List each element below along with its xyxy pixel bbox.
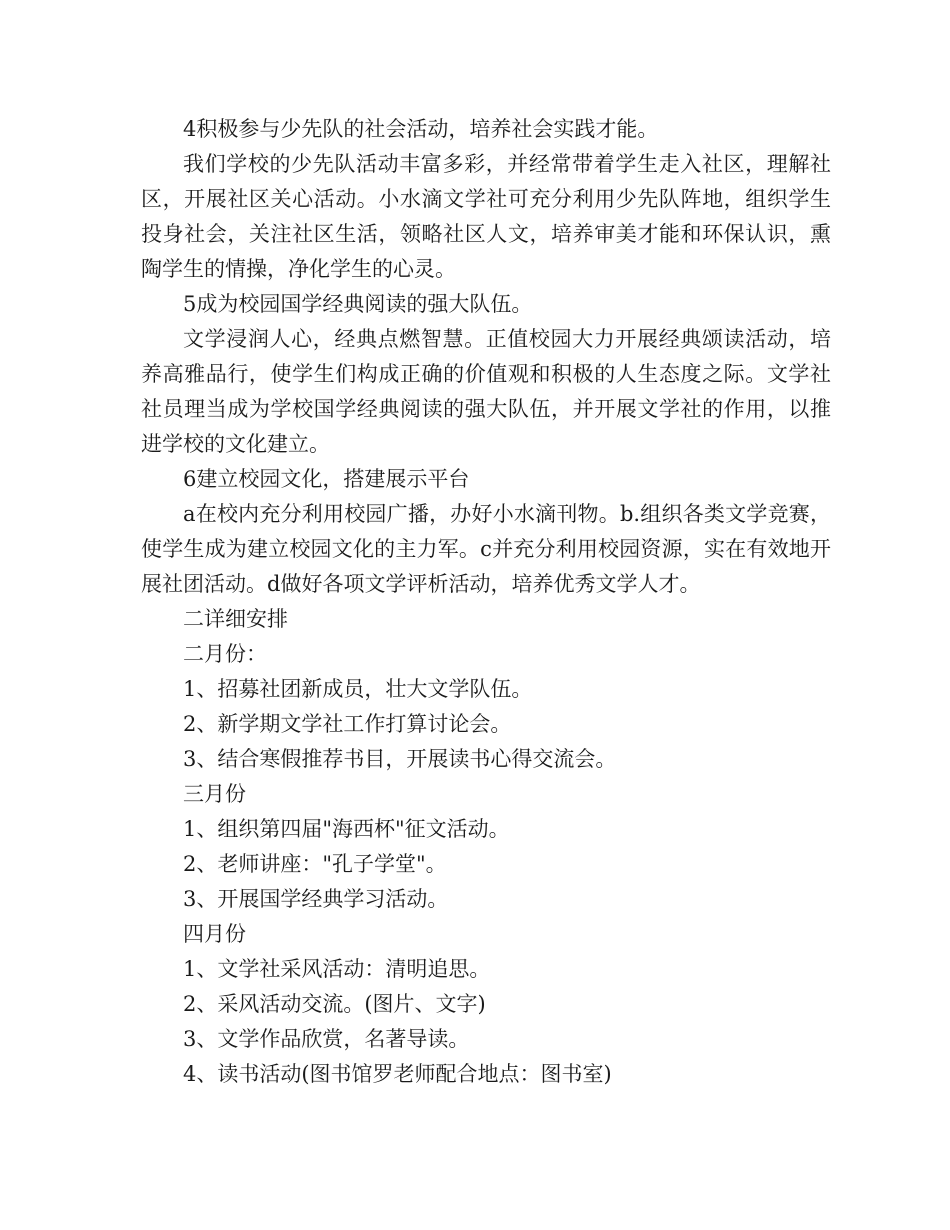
- list-item: 2、采风活动交流。(图片、文字): [183, 992, 486, 1016]
- body-paragraph: 我们学校的少先队活动丰富多彩，并经常带着学生走入社区，理解社区，开展社区关心活动。小水滴文学社可充分利用少先队阵地，组织学生投身社会，关注社区生活，领略社区人文，培养审美才能和环保认识，熏陶学生的情操，净化学生的心灵。: [141, 152, 831, 281]
- list-item: 1、文学社采风活动：清明追思。: [183, 957, 491, 981]
- heading-item-4: 4积极参与少先队的社会活动，培养社会实践才能。: [183, 117, 659, 141]
- body-paragraph: a在校内充分利用校园广播，办好小水滴刊物。b.组织各类文学竞赛，使学生成为建立校园文化的主力军。c并充分利用校园资源，实在有效地开展社团活动。d做好各项文学评析活动，培养优秀文学人才。: [141, 502, 831, 596]
- list-item: 4、读书活动(图书馆罗老师配合地点：图书室): [183, 1062, 612, 1086]
- heading-item-5: 5成为校园国学经典阅读的强大队伍。: [183, 292, 533, 316]
- document-body: [141, 112, 831, 1092]
- month-heading: 二月份：: [183, 642, 267, 666]
- list-item: 2、新学期文学社工作打算讨论会。: [183, 712, 512, 736]
- list-item: 1、招募社团新成员，壮大文学队伍。: [183, 677, 533, 701]
- list-item: 3、文学作品欣赏，名著导读。: [183, 1027, 470, 1051]
- list-item: 2、老师讲座："孔子学堂"。: [183, 852, 447, 876]
- month-heading: 三月份: [183, 782, 246, 806]
- list-item: 3、结合寒假推荐书目，开展读书心得交流会。: [183, 747, 617, 771]
- heading-item-6: 6建立校园文化，搭建展示平台: [183, 467, 470, 491]
- body-paragraph: 文学浸润人心，经典点燃智慧。正值校园大力开展经典颂读活动，培养高雅品行，使学生们构成正确的价值观和积极的人生态度之际。文学社社员理当成为学校国学经典阅读的强大队伍，并开展文学社的作用，以推进学校的文化建立。: [141, 327, 831, 456]
- list-item: 1、组织第四届"海西杯"征文活动。: [183, 817, 510, 841]
- list-item: 3、开展国学经典学习活动。: [183, 887, 449, 911]
- section-heading: 二详细安排: [183, 607, 288, 631]
- month-heading: 四月份: [183, 922, 246, 946]
